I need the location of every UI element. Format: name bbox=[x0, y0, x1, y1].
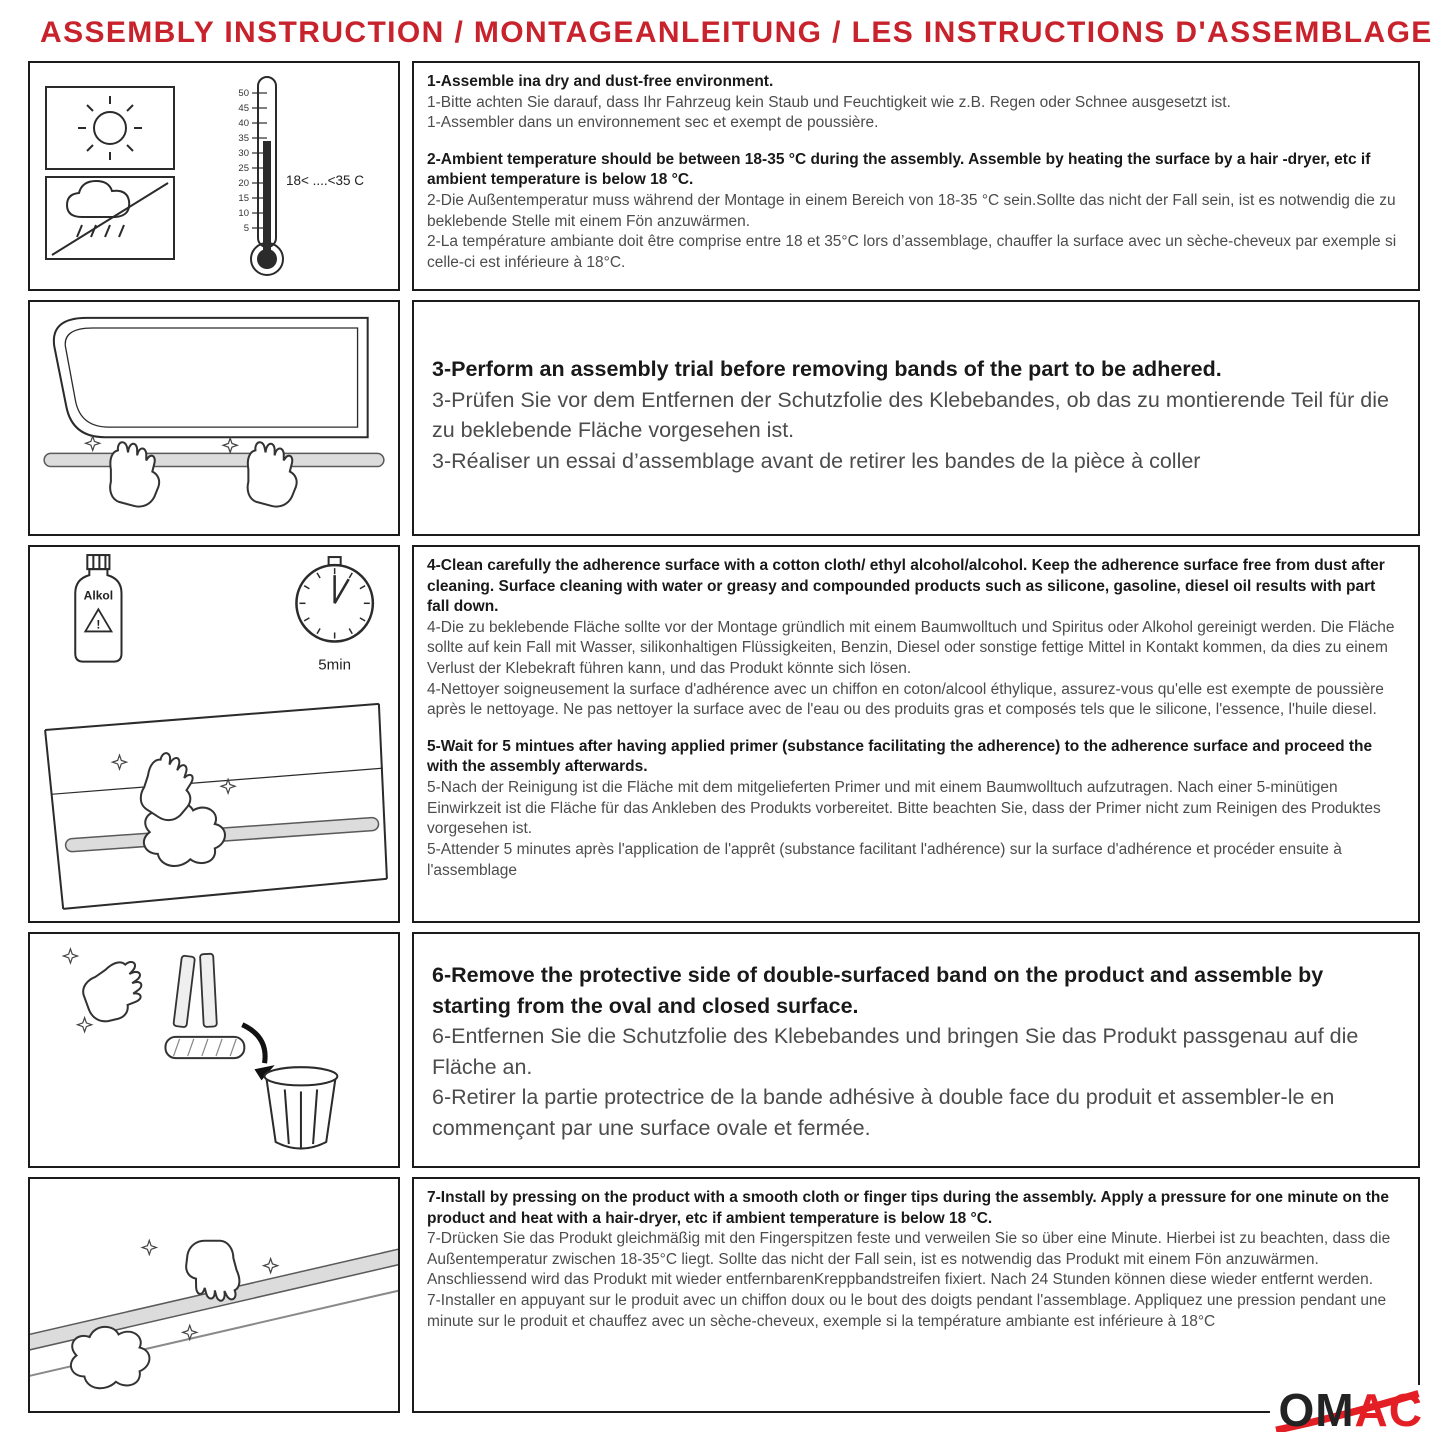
step-7-illustration bbox=[28, 1177, 400, 1413]
trial-fit-illustration-svg bbox=[30, 302, 398, 534]
press-install-illustration-svg bbox=[30, 1179, 398, 1411]
trim-strip bbox=[44, 453, 384, 466]
svg-text:10: 10 bbox=[238, 208, 249, 219]
logo-text-red: AC bbox=[1354, 1384, 1423, 1436]
svg-text:5: 5 bbox=[243, 223, 249, 234]
sparkle-icon bbox=[142, 1240, 156, 1254]
step-6-illustration bbox=[28, 932, 400, 1168]
step5-en: 5-Wait for 5 mintues after having applied primer (substance facilitating the adherence) to the adherence surface and proceed the with the assembly afterwards. bbox=[427, 737, 1373, 776]
thermometer-icon bbox=[238, 77, 283, 275]
protective-film-strips bbox=[173, 954, 217, 1028]
step2-de: 2-Die Außentemperatur muss während der Montage in einem Bereich von 18-35 °C sein.Sollte das nicht der Fall sein, ist es notwendig die zu beklebende Stelle mit einem Fön anzuwärmen. bbox=[427, 192, 1396, 230]
step1-en: 1-Assemble ina dry and dust-free environment. bbox=[427, 73, 774, 90]
peel-band-illustration-svg bbox=[30, 934, 398, 1166]
svg-text:35: 35 bbox=[238, 133, 249, 144]
step-row-5 bbox=[28, 1177, 1420, 1413]
sparkle-icon bbox=[264, 1259, 278, 1273]
temperature-range-label: 18< ....<35 C bbox=[286, 173, 365, 188]
step4-fr: 4-Nettoyer soigneusement la surface d'adhérence avec un chiffon en coton/alcool éthylique, assurez-vous qu'elle est exempte de poussière après le nettoyage. Ne pas nettoyer la surface avec de l'eau ou des produits gras et composés tels que le silicone, l'essence, l'huile diesel. bbox=[427, 680, 1384, 719]
peeling-hand-icon bbox=[75, 954, 156, 1031]
thermometer-scale bbox=[238, 88, 249, 234]
step1-de: 1-Bitte achten Sie darauf, dass Ihr Fahrzeug kein Staub und Feuchtigkeit wie z.B. Regen oder Schnee ausgesetzt ist. bbox=[427, 93, 1231, 111]
sparkle-icon bbox=[223, 438, 237, 452]
trash-bin-icon bbox=[265, 1067, 338, 1148]
step-7-text bbox=[412, 1177, 1420, 1413]
step-4-illustration bbox=[28, 545, 400, 923]
door-panel-outline bbox=[45, 704, 387, 909]
hand-icon-right bbox=[248, 442, 297, 506]
step4-de: 4-Die zu beklebende Fläche sollte vor der Montage gründlich mit einem Baumwolltuch und Spiritus oder Alkohol gereinigt werden. Die Fläche sollte auf kein Fall mit Wasser, silikonhaltigen Flüssigkeiten, Benzin, Diesel oder sonstige fettige Mittel in Kontakt kommen, da dies zu einem Verlust der Klebekraft führen kann, und das Produkt könnte sich lösen. bbox=[427, 618, 1395, 678]
product-piece bbox=[165, 1037, 244, 1058]
step-1-text bbox=[412, 61, 1420, 291]
step-row-1 bbox=[28, 61, 1420, 291]
instruction-rows bbox=[0, 61, 1445, 1413]
clock-icon bbox=[296, 557, 372, 641]
cloth-icon bbox=[71, 1327, 150, 1388]
step2-en: 2-Ambient temperature should be between 18-35 °C during the assembly. Assemble by heating the surface by a hair -dryer, etc if ambient temperature is below 18 °C. bbox=[427, 150, 1371, 189]
sparkle-icon bbox=[78, 1018, 92, 1032]
step-3-illustration bbox=[28, 300, 400, 536]
step5-de: 5-Nach der Reinigung ist die Fläche mit dem mitgelieferten Primer und mit einem Baumwolltuch aufzutragen. Nach einer 5-minütigen Einwirkzeit ist die Fläche für das Ankleben des Produkts vorbereitet. Bitte beachten Sie, dass der Primer nicht zum Reinigen des Produktes vorgesehen ist. bbox=[427, 779, 1381, 838]
step-row-4 bbox=[28, 932, 1420, 1168]
cleaning-illustration-svg bbox=[30, 547, 398, 921]
step6-fr: 6-Retirer la partie protectrice de la bande adhésive à double face du produit et assembler-le en commençant par une surface ovale et fermée. bbox=[432, 1085, 1335, 1140]
step-row-3 bbox=[28, 545, 1420, 923]
car-window-outline bbox=[54, 318, 368, 437]
environment-illustration-svg bbox=[30, 63, 398, 289]
step3-en: 3-Perform an assembly trial before removing bands of the part to be adhered. bbox=[432, 357, 1222, 381]
step3-fr: 3-Réaliser un essai d’assemblage avant de retirer les bandes de la pièce à coller bbox=[432, 448, 1201, 473]
warning-icon: ! bbox=[96, 617, 101, 632]
sparkle-icon bbox=[86, 436, 100, 450]
step-4-text bbox=[412, 545, 1420, 923]
step7-fr: 7-Installer en appuyant sur le produit avec un chiffon doux ou le bout des doigts pendant l'assemblage. Appliquez une pression pendant une minute sur le produit et chauffez avec un sèche-cheveux, exemple si la température ambiante est inférieure à 18°C bbox=[427, 1292, 1387, 1330]
step6-de: 6-Entfernen Sie die Schutzfolie des Klebebandes und bringen Sie das Produkt passgenau auf die Fläche an. bbox=[432, 1024, 1359, 1079]
step1-fr: 1-Assembler dans un environnement sec et exempt de poussière. bbox=[427, 114, 879, 132]
step-1-illustration bbox=[28, 61, 400, 291]
alcohol-bottle-icon bbox=[75, 555, 121, 662]
svg-text:25: 25 bbox=[238, 163, 249, 174]
sparkle-icon bbox=[112, 755, 126, 769]
bottle-label: Alkol bbox=[83, 588, 114, 603]
step5-fr: 5-Attender 5 minutes après l'application de l'apprêt (substance facilitant l'adhérence) sur la surface d'adhérence et procéder ensuite à l'assemblage bbox=[427, 840, 1342, 879]
step6-en: 6-Remove the protective side of double-surfaced band on the product and assemble by starting from the oval and closed surface. bbox=[432, 963, 1324, 1018]
page-title: ASSEMBLY INSTRUCTION / MONTAGEANLEITUNG / LES INSTRUCTIONS D'ASSEMBLAGE bbox=[40, 16, 1433, 49]
svg-text:50: 50 bbox=[238, 88, 249, 99]
logo-text-black: OM bbox=[1278, 1384, 1355, 1436]
step4-en: 4-Clean carefully the adherence surface with a cotton cloth/ ethyl alcohol/alcohol. Keep the adherence surface free from dust after cleaning. Surface cleaning with water or greasy and compounded products such as silicone, gasoline, diesel oil results with part fall down. bbox=[427, 557, 1385, 616]
clock-label: 5min bbox=[318, 656, 351, 674]
svg-text:20: 20 bbox=[238, 178, 249, 189]
sparkle-icon bbox=[63, 949, 77, 963]
svg-text:30: 30 bbox=[238, 148, 249, 159]
omac-logo bbox=[1270, 1385, 1425, 1435]
step2-fr: 2-La température ambiante doit être comprise entre 18 et 35°C lors d’assemblage, chauffer la surface avec un sèche-cheveux par exemple si celle-ci est inférieure à 18°C. bbox=[427, 233, 1397, 271]
step-3-text bbox=[412, 300, 1420, 536]
hand-icon-left bbox=[110, 442, 159, 506]
svg-text:45: 45 bbox=[238, 103, 249, 114]
step-row-2 bbox=[28, 300, 1420, 536]
step7-en: 7-Install by pressing on the product with a smooth cloth or finger tips during the assembly. Apply a pressure for one minute on the product and heat with a hair-dryer, etc if ambient temperature is below 18 °C. bbox=[427, 1189, 1389, 1227]
step3-de: 3-Prüfen Sie vor dem Entfernen der Schutzfolie des Klebebandes, ob das zu montierende Teil für die zu beklebende Fläche vorgesehen ist. bbox=[432, 387, 1389, 443]
svg-text:15: 15 bbox=[238, 193, 249, 204]
step-6-text bbox=[412, 932, 1420, 1168]
no-rain-icon bbox=[46, 177, 174, 259]
sun-icon bbox=[46, 87, 174, 169]
step7-de: 7-Drücken Sie das Produkt gleichmäßig mit den Fingerspitzen feste und verweilen Sie so über eine Minute. Hierbei ist zu beachten, dass die Außentemperatur zwischen 18-35°C liegt. Sollte das nicht der Fall sein, ist es notwendig das Produkt mit einem Fön anzuwärmen. Anschliessend wird das Produkt mit wieder entfernbarenKreppbandstreifen fixiert. Nach 24 Stunden können diese wieder entfernt werden. bbox=[427, 1230, 1391, 1289]
svg-text:40: 40 bbox=[238, 118, 249, 129]
